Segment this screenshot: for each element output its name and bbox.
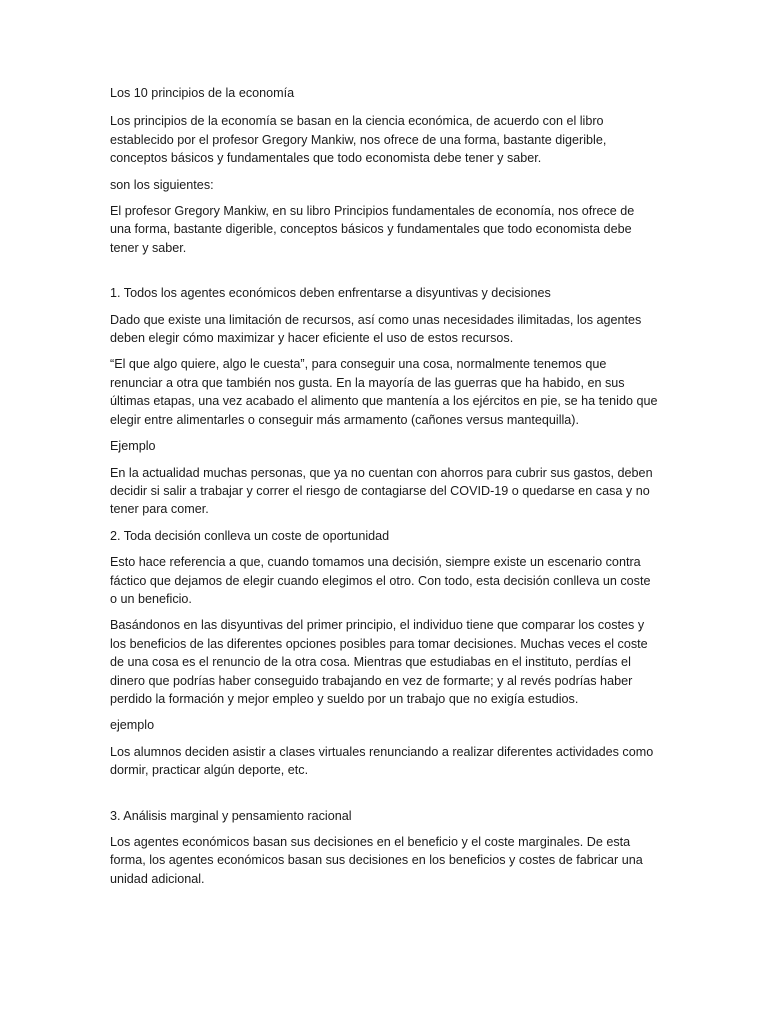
section-1-paragraph-1: Dado que existe una limitación de recursos, así como unas necesidades ilimitadas, los agentes deben elegir cómo maximizar y hacer eficiente el uso de estos recursos.: [110, 312, 642, 346]
intro-paragraph-2: son los siguientes:: [110, 177, 214, 192]
section-1-paragraph-2: “El que algo quiere, algo le cuesta”, para conseguir una cosa, normalmente tenemos que renunciar a otra que también nos gusta. En la mayoría de las guerras que ha habido, en sus últimas etapas, una vez acabado el alimento que mantenía a los ejércitos en pie, se ha tenido que elegir entre alimentarles o conseguir más armamento (cañones versus mantequilla).: [110, 357, 658, 427]
document-page: [110, 84, 658, 888]
section-1-example-label: Ejemplo: [110, 439, 156, 454]
intro-paragraph-1: Los principios de la economía se basan en la ciencia económica, de acuerdo con el libro establecido por el profesor Gregory Mankiw, nos ofrece de una forma, bastante digerible, conceptos básicos y fundamentales que todo economista debe tener y saber.: [110, 114, 607, 166]
intro-paragraph-3: El profesor Gregory Mankiw, en su libro Principios fundamentales de economía, nos ofrece de una forma, bastante digerible, conceptos básicos y fundamentales que todo economista debe tener y saber.: [110, 204, 635, 255]
section-3-heading: 3. Análisis marginal y pensamiento racional: [110, 808, 352, 823]
section-2-example-text: Los alumnos deciden asistir a clases virtuales renunciando a realizar diferentes actividades como dormir, practicar algún deporte, etc.: [110, 744, 654, 778]
section-2-paragraph-2: Basándonos en las disyuntivas del primer principio, el individuo tiene que comparar los costes y los beneficios de las diferentes opciones posibles para tomar decisiones. Muchas veces el coste de una cosa es el renuncio de la otra cosa. Mientras que estudiabas en el instituto, perdías el dinero que podrías haber conseguido trabajando en vez de formarte; y al revés podrías haber perdido la formación y mejor empleo y sueldo por un trabajo que no exigía estudios.: [110, 618, 648, 706]
section-2-example-label: ejemplo: [110, 718, 155, 733]
section-2-paragraph-1: Esto hace referencia a que, cuando tomamos una decisión, siempre existe un escenario contra fáctico que dejamos de elegir cuando elegimos el otro. Con todo, esta decisión conlleva un coste o un beneficio.: [110, 555, 651, 606]
section-3-paragraph-1: Los agentes económicos basan sus decisiones en el beneficio y el coste marginales. De esta forma, los agentes económicos basan sus decisiones en los beneficios y costes de fabricar una unidad adicional.: [110, 835, 643, 886]
section-2-heading: 2. Toda decisión conlleva un coste de oportunidad: [110, 528, 390, 543]
section-1-example-text: En la actualidad muchas personas, que ya no cuentan con ahorros para cubrir sus gastos, deben decidir si salir a trabajar y correr el riesgo de contagiarse del COVID-19 o quedarse en casa y no tener para comer.: [110, 465, 653, 517]
section-1-heading: 1. Todos los agentes económicos deben enfrentarse a disyuntivas y decisiones: [110, 286, 551, 301]
document-title: Los 10 principios de la economía: [110, 86, 295, 100]
